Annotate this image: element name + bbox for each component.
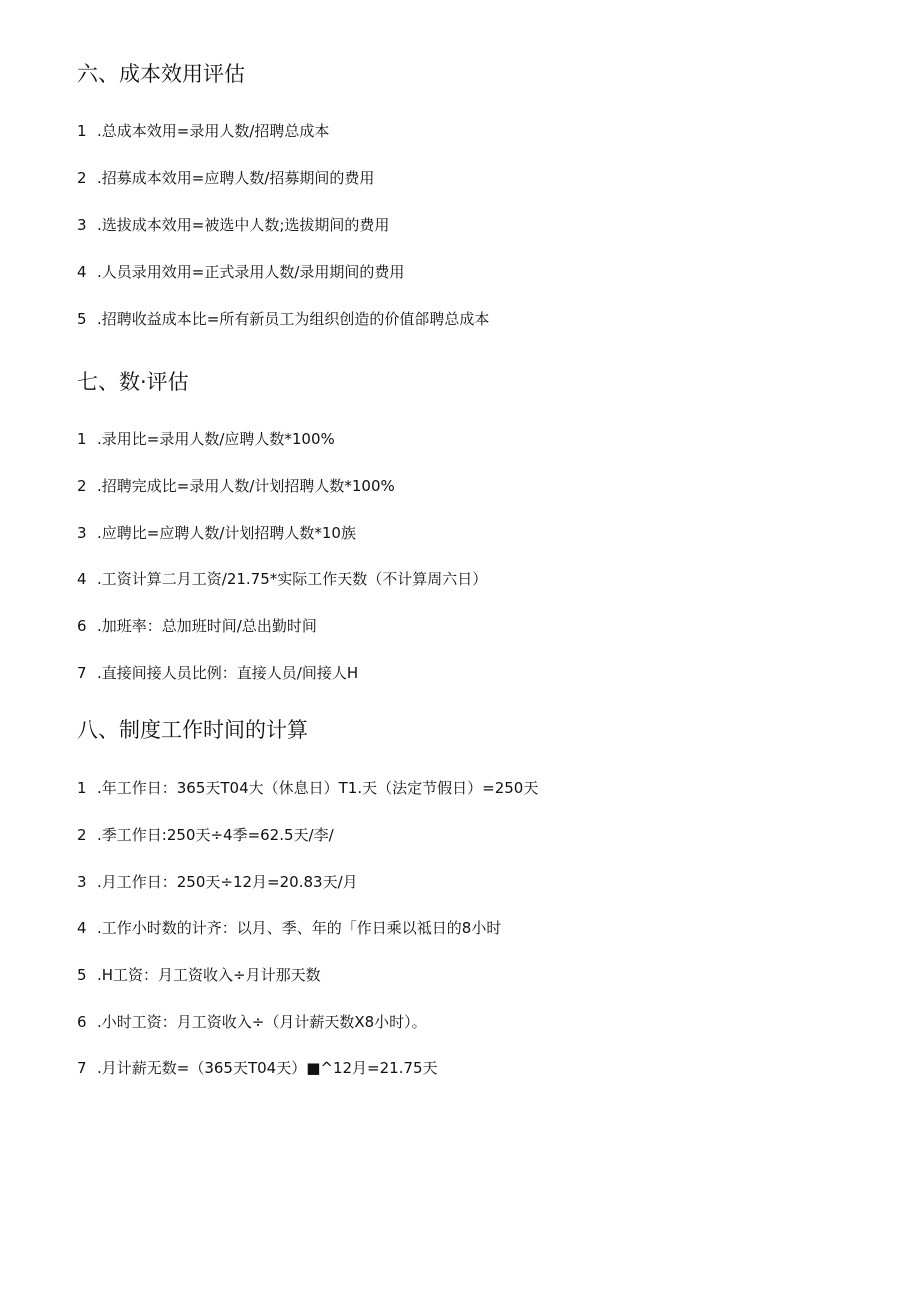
list-item bbox=[77, 429, 335, 449]
list-item bbox=[77, 523, 356, 543]
item-number: 5 bbox=[77, 966, 87, 984]
item-text: .人员录用效用=正式录用人数/录用期间的费用 bbox=[97, 263, 405, 281]
item-text: .选拔成本效用=被选中人数;选拔期间的费用 bbox=[97, 216, 390, 234]
list-item bbox=[77, 1012, 427, 1032]
item-text: .工作小时数的计齐：以月、季、年的「作日乘以祗日的8小时 bbox=[97, 919, 502, 937]
item-number: 7 bbox=[77, 664, 87, 682]
list-item bbox=[77, 1058, 438, 1078]
item-number: 1 bbox=[77, 430, 87, 448]
item-number: 6 bbox=[77, 617, 87, 635]
item-text: .小时工资：月工资收入÷（月计薪天数X8小时）。 bbox=[97, 1013, 427, 1031]
list-item bbox=[77, 168, 374, 188]
item-text: .工资计算二月工资/21.75*实际工作天数（不计算周六日） bbox=[97, 570, 488, 588]
section-title-work-time-calculation: 八、制度工作时间的计算 bbox=[77, 718, 308, 742]
item-number: 5 bbox=[77, 310, 87, 328]
item-number: 4 bbox=[77, 263, 87, 281]
list-item bbox=[77, 476, 395, 496]
item-number: 2 bbox=[77, 169, 87, 187]
item-text: .录用比=录用人数/应聘人数*100% bbox=[97, 430, 335, 448]
item-number: 1 bbox=[77, 122, 87, 140]
list-item bbox=[77, 569, 487, 589]
list-item bbox=[77, 872, 358, 892]
item-text: .年工作日：365天T04大（休息日）T1.天（法定节假日）=250天 bbox=[97, 779, 539, 797]
item-text: .H工资：月工资收入÷月计那天数 bbox=[97, 966, 321, 984]
item-number: 6 bbox=[77, 1013, 87, 1031]
list-item bbox=[77, 309, 489, 329]
list-item bbox=[77, 918, 501, 938]
item-number: 4 bbox=[77, 570, 87, 588]
item-text: .加班率：总加班时间/总出勤时间 bbox=[97, 617, 317, 635]
section-title-cost-utility: 六、成本效用评估 bbox=[77, 62, 245, 86]
item-text: .招聘完成比=录用人数/计划招聘人数*100% bbox=[97, 477, 395, 495]
item-number: 3 bbox=[77, 216, 87, 234]
item-text: .月工作日：250天÷12月=20.83天/月 bbox=[97, 873, 358, 891]
item-number: 3 bbox=[77, 873, 87, 891]
list-item bbox=[77, 825, 334, 845]
item-number: 1 bbox=[77, 779, 87, 797]
list-item bbox=[77, 778, 538, 798]
item-text: .月计薪无数=（365天T04天）■^12月=21.75天 bbox=[97, 1059, 438, 1077]
list-item bbox=[77, 215, 389, 235]
item-number: 2 bbox=[77, 477, 87, 495]
item-number: 4 bbox=[77, 919, 87, 937]
item-number: 7 bbox=[77, 1059, 87, 1077]
list-item bbox=[77, 616, 317, 636]
item-text: .应聘比=应聘人数/计划招聘人数*10族 bbox=[97, 524, 356, 542]
section-title-quantity-evaluation: 七、数·评估 bbox=[77, 370, 189, 394]
list-item bbox=[77, 663, 358, 683]
item-number: 3 bbox=[77, 524, 87, 542]
list-item bbox=[77, 965, 321, 985]
list-item bbox=[77, 262, 404, 282]
item-text: .招聘收益成本比=所有新员工为组织创造的价值郃聘总成本 bbox=[97, 310, 490, 328]
item-number: 2 bbox=[77, 826, 87, 844]
list-item bbox=[77, 121, 329, 141]
item-text: .直接间接人员比例：直接人员/间接人H bbox=[97, 664, 359, 682]
item-text: .季工作日:250天÷4季=62.5天/李/ bbox=[97, 826, 334, 844]
item-text: .总成本效用=录用人数/招聘总成本 bbox=[97, 122, 330, 140]
item-text: .招募成本效用=应聘人数/招募期间的费用 bbox=[97, 169, 375, 187]
